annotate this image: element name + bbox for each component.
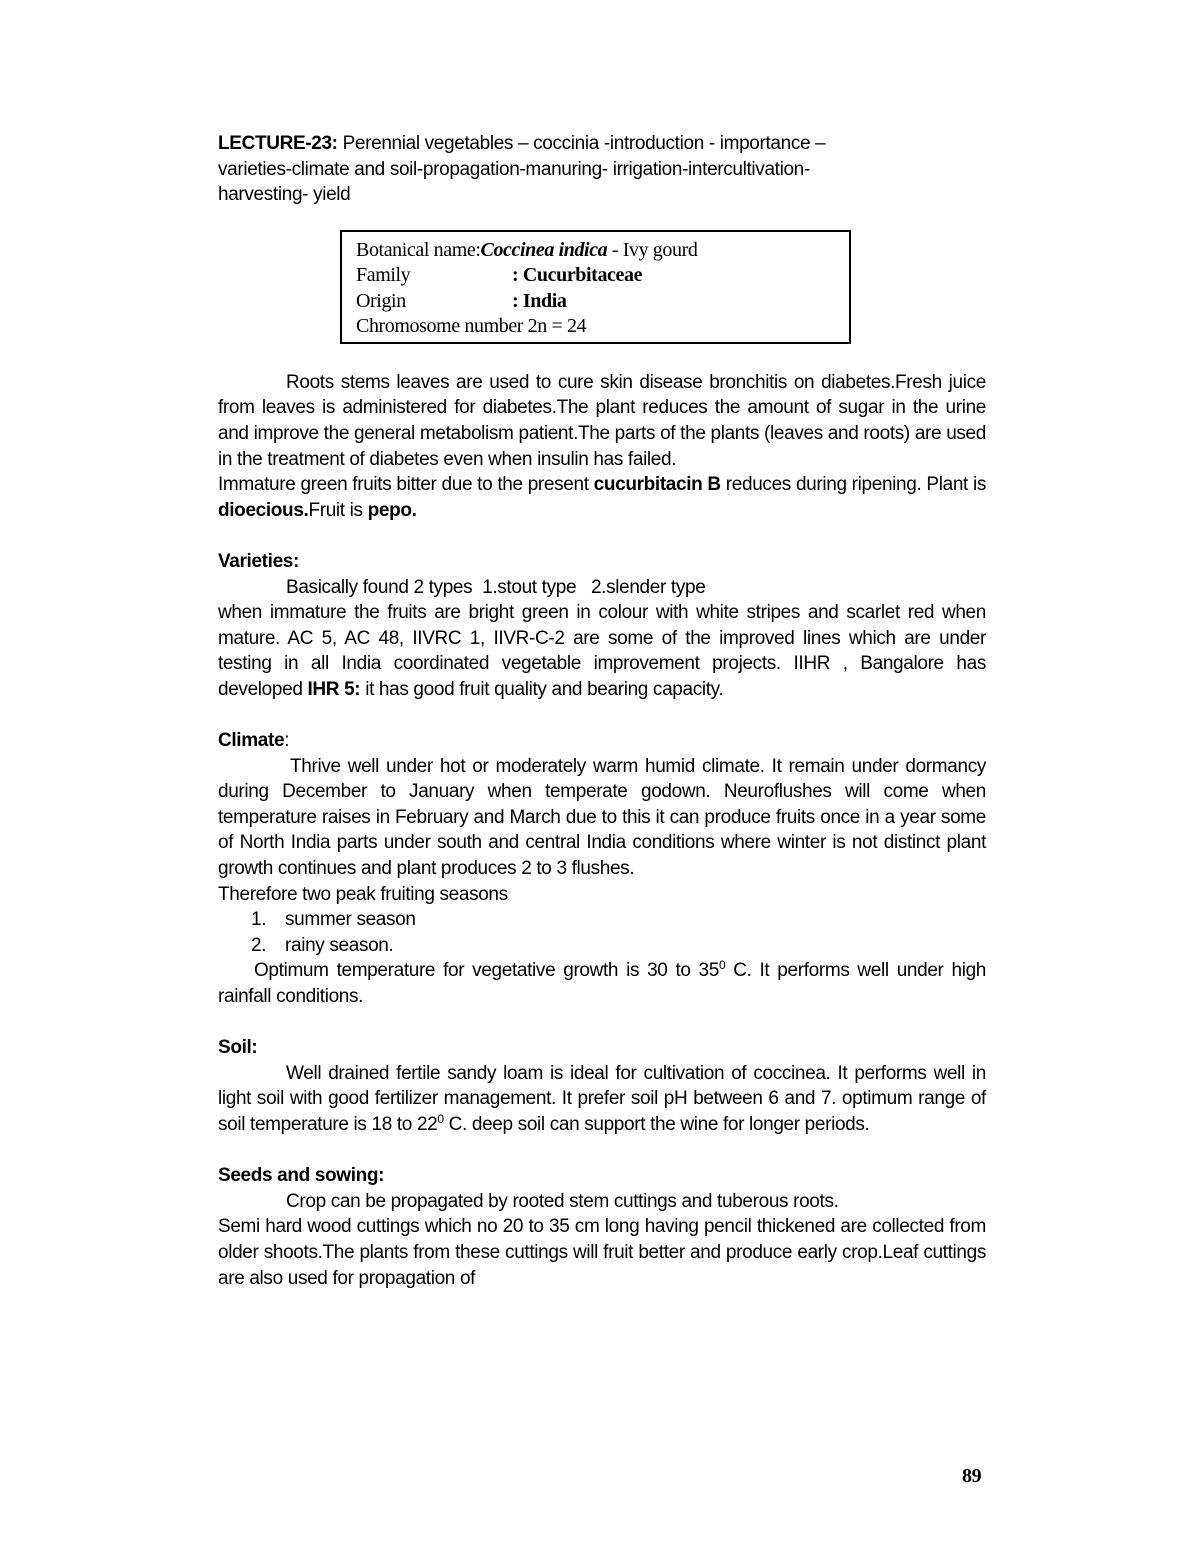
list-item [251,907,986,933]
lecture-topics-line1: Perennial vegetables – coccinia -introduction - importance – [337,133,826,154]
pepo-term: pepo. [367,499,417,521]
cucurbitacin-term: cucurbitacin B [593,474,721,496]
chromosome-number: Chromosome number 2n = 24 [356,315,587,338]
varieties-types-line: Basically found 2 types 1.stout type 2.slender type [286,576,706,598]
intro-text-e: Fruit is [308,499,368,521]
intro-text-a: Immature green fruits bitter due to the present [218,474,594,496]
climate-heading-colon: : [284,730,290,752]
intro-text-c: reduces during ripening. Plant is [720,474,986,496]
list-item-number: 2. [251,934,267,956]
climate-paragraph-2: Therefore two peak fruiting seasons [218,883,508,905]
botanical-common-name: - Ivy gourd [607,238,698,261]
list-item-number: 1. [251,909,267,931]
soil-heading: Soil: [218,1037,258,1059]
list-item [251,933,986,959]
degree-superscript: 0 [718,958,726,973]
origin-label: Origin [356,289,406,312]
climate-text-b: C. It performs well under high rainfall conditions. [218,960,987,1008]
intro-paragraph-2 [218,472,986,523]
botanical-name-label: Botanical name: [356,238,481,261]
lecture-topics-line3: harvesting- yield [218,184,351,206]
soil-paragraph [218,1061,986,1138]
soil-text-a: Well drained fertile sandy loam is ideal for cultivation of coccinea. It performs well in light soil with good fertilizer management. It prefer soil pH between 6 and 7. optimum range of soil temperature is 18 to 22 [218,1062,986,1135]
lecture-topics-line2: varieties-climate and soil-propagation-manuring- irrigation-intercultivation- [218,158,810,180]
page-number: 89 [962,1465,982,1487]
climate-heading-text: Climate [218,730,285,752]
varieties-text-c: it has good fruit quality and bearing capacity. [360,678,724,700]
seeds-paragraph: Semi hard wood cuttings which no 20 to 35 cm long having pencil thickened are collected from older shoots.The plants from these cuttings will fruit better and produce early crop.Leaf cuttings are also used for propagation of [218,1216,986,1289]
climate-heading [218,728,986,754]
varieties-text-a: when immature the fruits are bright green in colour with white stripes and scarlet red when mature. AC 5, AC 48, IIVRC 1, IIVR-C-2 are some of the improved lines which are under testing in all India coordinated vegetable improvement projects. IIHR , Bangalore has developed [218,602,986,700]
list-item-text: rainy season. [285,934,394,956]
botanical-name-row [356,238,849,264]
intro-paragraph-1: Roots stems leaves are used to cure skin disease bronchitis on diabetes.Fresh juice from leaves is administered for diabetes.The plant reduces the amount of sugar in the urine and improve the general metabolism patient.The parts of the plants (leaves and roots) are used in the treatment of diabetes even when insulin has failed. [218,371,986,470]
climate-text-a: Optimum temperature for vegetative growth is 30 to 35 [254,960,719,982]
dioecious-term: dioecious. [218,499,309,521]
seeds-heading: Seeds and sowing: [218,1165,385,1187]
soil-text-b: C. deep soil can support the wine for longer periods. [443,1114,870,1135]
botanical-info-box [340,230,851,344]
climate-paragraph-3 [218,958,986,1009]
family-label: Family [356,264,411,287]
origin-value: : India [512,289,567,312]
chromosome-row [356,314,849,340]
botanical-name-value: Coccinea indica [480,238,608,261]
varieties-paragraph [218,600,986,702]
lecture-label: LECTURE-23: [218,133,338,154]
degree-superscript: 0 [437,1112,444,1126]
list-item-text: summer season [285,909,416,931]
ihr5-term: IHR 5: [307,678,361,700]
climate-paragraph-1: Thrive well under hot or moderately warm humid climate. It remain under dormancy during December to January when temperate godown. Neuroflushes will come when temperature raises in February and March due to this it can produce fruits once in a year some of North India parts under south and central India conditions where winter is not distinct plant growth continues and plant produces 2 to 3 flushes. [218,755,986,880]
seeds-line-1: Crop can be propagated by rooted stem cuttings and tuberous roots. [286,1190,839,1212]
family-value: : Cucurbitaceae [512,264,643,287]
family-row [356,263,849,289]
origin-row [356,289,849,315]
lecture-title [218,131,986,208]
varieties-heading: Varieties: [218,550,299,572]
fruiting-seasons-list [218,907,986,958]
